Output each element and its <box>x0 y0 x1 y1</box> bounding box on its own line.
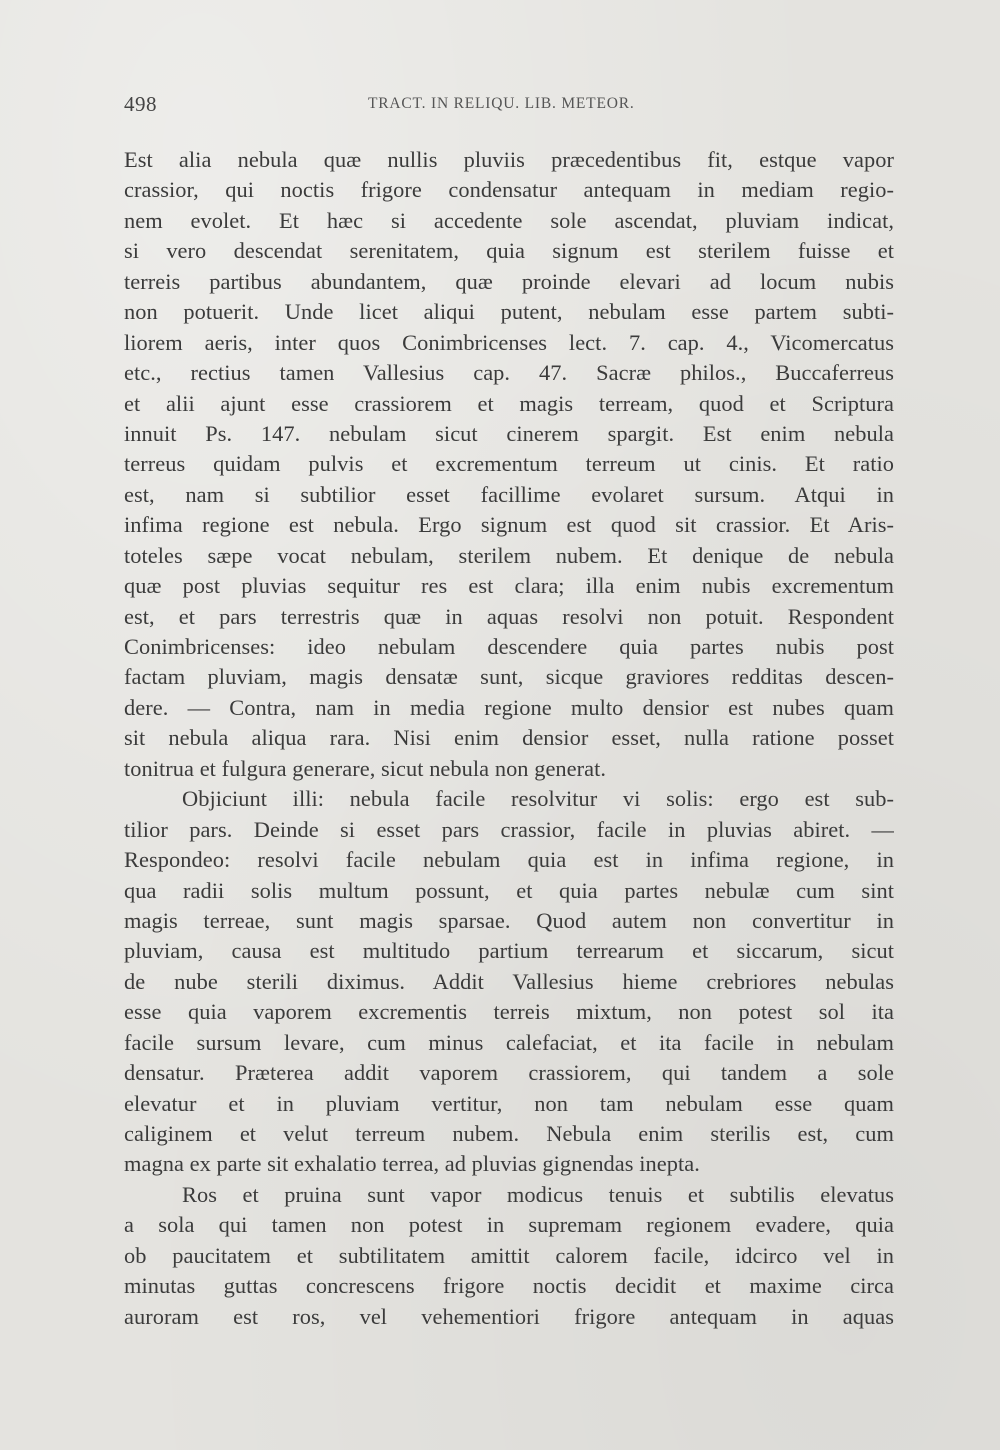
text-line: elevatur et in pluviam vertitur, non tam nebulam esse quam <box>124 1090 894 1116</box>
text-line: si vero descendat serenitatem, quia signum est sterilem fuisse et <box>124 238 894 264</box>
text-line: quæ post pluvias sequitur res est clara; illa enim nubis excrementum <box>124 573 894 599</box>
text-line: pluviam, causa est multitudo partium terrearum et siccarum, sicut <box>124 938 894 964</box>
text-line: crassior, qui noctis frigore condensatur antequam in mediam regio- <box>124 177 894 203</box>
text-line: magna ex parte sit exhalatio terrea, ad pluvias gignendas inepta. <box>124 1151 700 1177</box>
text-line: liorem aeris, inter quos Conimbricenses lect. 7. cap. 4., Vicomercatus <box>124 329 894 355</box>
text-line: tilior pars. Deinde si esset pars crassior, facile in pluvias abiret. — <box>124 816 894 842</box>
text-line: minutas guttas concrescens frigore noctis decidit et maxime circa <box>124 1273 894 1299</box>
text-line: de nube sterili diximus. Addit Vallesius hieme crebriores nebulas <box>124 968 894 994</box>
text-line: Respondeo: resolvi facile nebulam quia est in infima regione, in <box>124 847 894 873</box>
text-line: et alii ajunt esse crassiorem et magis terream, quod et Scriptura <box>124 390 894 416</box>
text-line: Objiciunt illi: nebula facile resolvitur vi solis: ergo est sub- <box>182 786 894 812</box>
text-line: etc., rectius tamen Vallesius cap. 47. Sacræ philos., Buccaferreus <box>124 360 894 386</box>
text-line: magis terreae, sunt magis sparsae. Quod autem non convertitur in <box>124 907 894 933</box>
text-line: Ros et pruina sunt vapor modicus tenuis et subtilis elevatus <box>182 1181 894 1207</box>
text-line: factam pluviam, magis densatæ sunt, sicque graviores redditas descen- <box>124 664 894 690</box>
text-line: qua radii solis multum possunt, et quia partes nebulæ cum sint <box>124 877 894 903</box>
text-line: infima regione est nebula. Ergo signum est quod sit crassior. Et Aris- <box>124 512 894 538</box>
text-line: a sola qui tamen non potest in supremam regionem evadere, quia <box>124 1212 894 1238</box>
text-line: sit nebula aliqua rara. Nisi enim densior esset, nulla ratione posset <box>124 725 894 751</box>
body-text <box>124 145 894 1332</box>
text-line: auroram est ros, vel vehementiori frigore antequam in aquas <box>124 1303 894 1329</box>
text-line: est, nam si subtilior esset facillime evolaret sursum. Atqui in <box>124 481 894 507</box>
text-line: dere. — Contra, nam in media regione multo densior est nubes quam <box>124 694 894 720</box>
text-line: facile sursum levare, cum minus calefaciat, et ita facile in nebulam <box>124 1029 894 1055</box>
running-header <box>124 92 894 116</box>
text-line: ob paucitatem et subtilitatem amittit calorem facile, idcirco vel in <box>124 1242 894 1268</box>
page-number: 498 <box>124 92 157 116</box>
text-line: caliginem et velut terreum nubem. Nebula enim sterilis est, cum <box>124 1121 894 1146</box>
text-line: nem evolet. Et hæc si accedente sole ascendat, pluviam indicat, <box>124 207 894 233</box>
text-line: non potuerit. Unde licet aliqui putent, nebulam esse partem subti- <box>124 299 894 325</box>
text-line: esse quia vaporem excrementis terreis mixtum, non potest sol ita <box>124 999 894 1025</box>
text-line: toteles sæpe vocat nebulam, sterilem nubem. Et denique de nebula <box>124 542 894 568</box>
text-line: Est alia nebula quæ nullis pluviis præcedentibus fit, estque vapor <box>124 147 894 172</box>
text-line: est, et pars terrestris quæ in aquas resolvi non potuit. Respondent <box>124 603 894 629</box>
text-line: tonitrua et fulgura generare, sicut nebula non generat. <box>124 755 607 781</box>
text-line: terreis partibus abundantem, quæ proinde elevari ad locum nubis <box>124 268 894 294</box>
text-line: terreus quidam pulvis et excrementum terreum ut cinis. Et ratio <box>124 451 894 477</box>
text-line: Conimbricenses: ideo nebulam descendere quia partes nubis post <box>124 634 894 659</box>
running-title: TRACT. IN RELIQU. LIB. METEOR. <box>368 95 635 112</box>
text-line: innuit Ps. 147. nebulam sicut cinerem spargit. Est enim nebula <box>124 420 894 446</box>
text-line: densatur. Præterea addit vaporem crassiorem, qui tandem a sole <box>124 1060 894 1086</box>
